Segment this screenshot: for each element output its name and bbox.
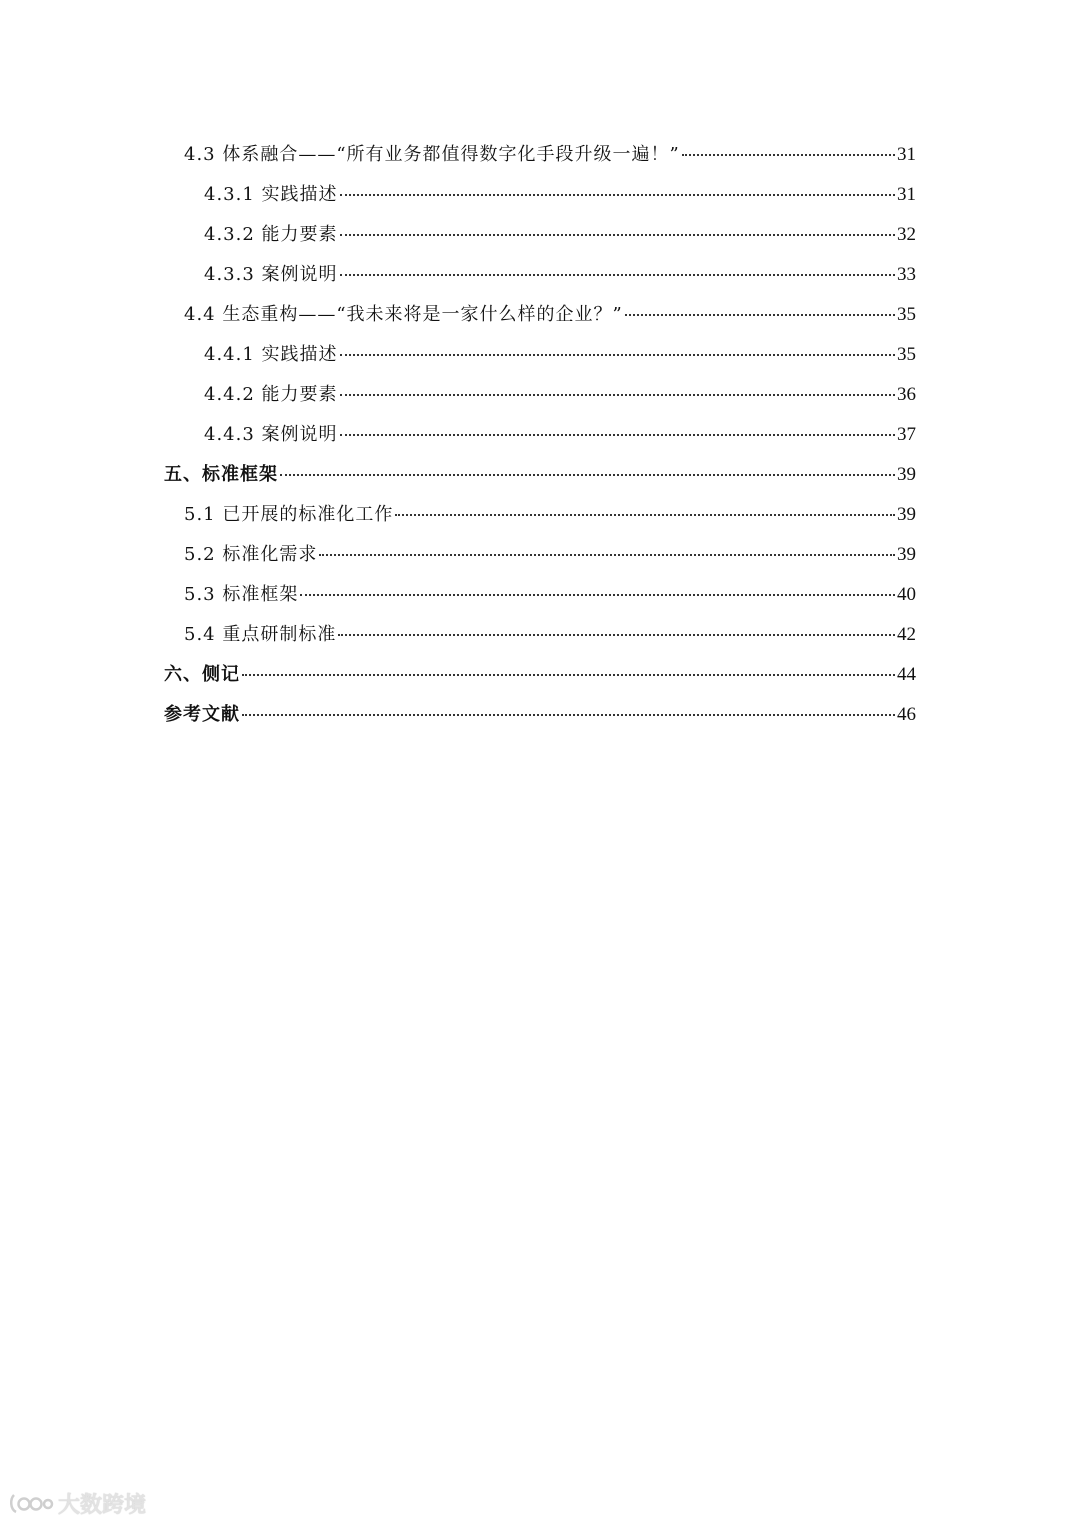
toc-entry-title: 5.1 已开展的标准化工作 [184,504,394,525]
toc-entry-page: 33 [897,264,916,285]
toc-leader-dots [280,474,895,476]
toc-entry[interactable] [184,295,916,335]
toc-entry[interactable] [184,615,916,655]
toc-leader-dots [340,274,895,276]
toc-entry-title: 5.3 标准框架 [184,584,299,605]
toc-entry-title: 4.4 生态重构——“我未来将是一家什么样的企业？” [184,304,623,325]
toc-entry-page: 35 [897,304,916,325]
toc-entry-title: 参考文献 [164,704,240,725]
toc-entry-title: 4.3.2 能力要素 [204,224,338,245]
watermark [8,1488,146,1519]
toc-entry[interactable] [204,255,916,295]
toc-entry-page: 31 [897,184,916,205]
toc-entry-title: 4.4.2 能力要素 [204,384,338,405]
toc-leader-dots [340,234,895,236]
toc-leader-dots [319,554,895,556]
toc-entry[interactable] [204,215,916,255]
toc-entry-page: 39 [897,504,916,525]
toc-entry-page: 36 [897,384,916,405]
toc-entry-title: 4.3 体系融合——“所有业务都值得数字化手段升级一遍！” [184,144,680,165]
toc-entry-title: 4.4.3 案例说明 [204,424,338,445]
toc-entry-title: 五、标准框架 [164,464,278,485]
toc-entry-page: 42 [897,624,916,645]
toc-leader-dots [340,194,895,196]
toc-entry-page: 46 [897,704,916,725]
toc-entry[interactable] [204,335,916,375]
toc-entry[interactable] [204,415,916,455]
watermark-text: 大数跨境 [58,1493,147,1518]
toc-entry[interactable] [184,575,916,615]
toc-entry[interactable] [184,495,916,535]
toc-entry[interactable] [204,175,916,215]
toc-entry-page: 37 [897,424,916,445]
toc-entry-page: 39 [897,544,916,565]
toc-leader-dots [340,394,895,396]
toc-entry[interactable] [184,535,916,575]
toc-entry-page: 32 [897,224,916,245]
toc-entry-page: 40 [897,584,916,605]
toc-entry-page: 35 [897,344,916,365]
toc-entry-title: 4.3.3 案例说明 [204,264,338,285]
toc-leader-dots [682,154,895,156]
toc-entry-title: 六、侧记 [164,664,240,685]
toc-chapter[interactable] [164,695,916,735]
toc-leader-dots [338,634,895,636]
toc-leader-dots [340,354,895,356]
toc-entry-page: 44 [897,664,916,685]
toc-entry-page: 39 [897,464,916,485]
toc-entry-page: 31 [897,144,916,165]
toc-entry[interactable] [184,135,916,175]
toc-entry-title: 5.2 标准化需求 [184,544,318,565]
logo-icon [8,1491,54,1517]
toc-entry-title: 4.3.1 实践描述 [204,184,338,205]
toc-leader-dots [625,314,895,316]
toc-leader-dots [300,594,895,596]
toc-leader-dots [242,674,895,676]
toc-entry-title: 5.4 重点研制标准 [184,624,337,645]
toc-chapter[interactable] [164,455,916,495]
toc-leader-dots [340,434,895,436]
toc-leader-dots [395,514,895,516]
toc-entry-title: 4.4.1 实践描述 [204,344,338,365]
toc-leader-dots [242,714,895,716]
toc-chapter[interactable] [164,655,916,695]
toc-entry[interactable] [204,375,916,415]
